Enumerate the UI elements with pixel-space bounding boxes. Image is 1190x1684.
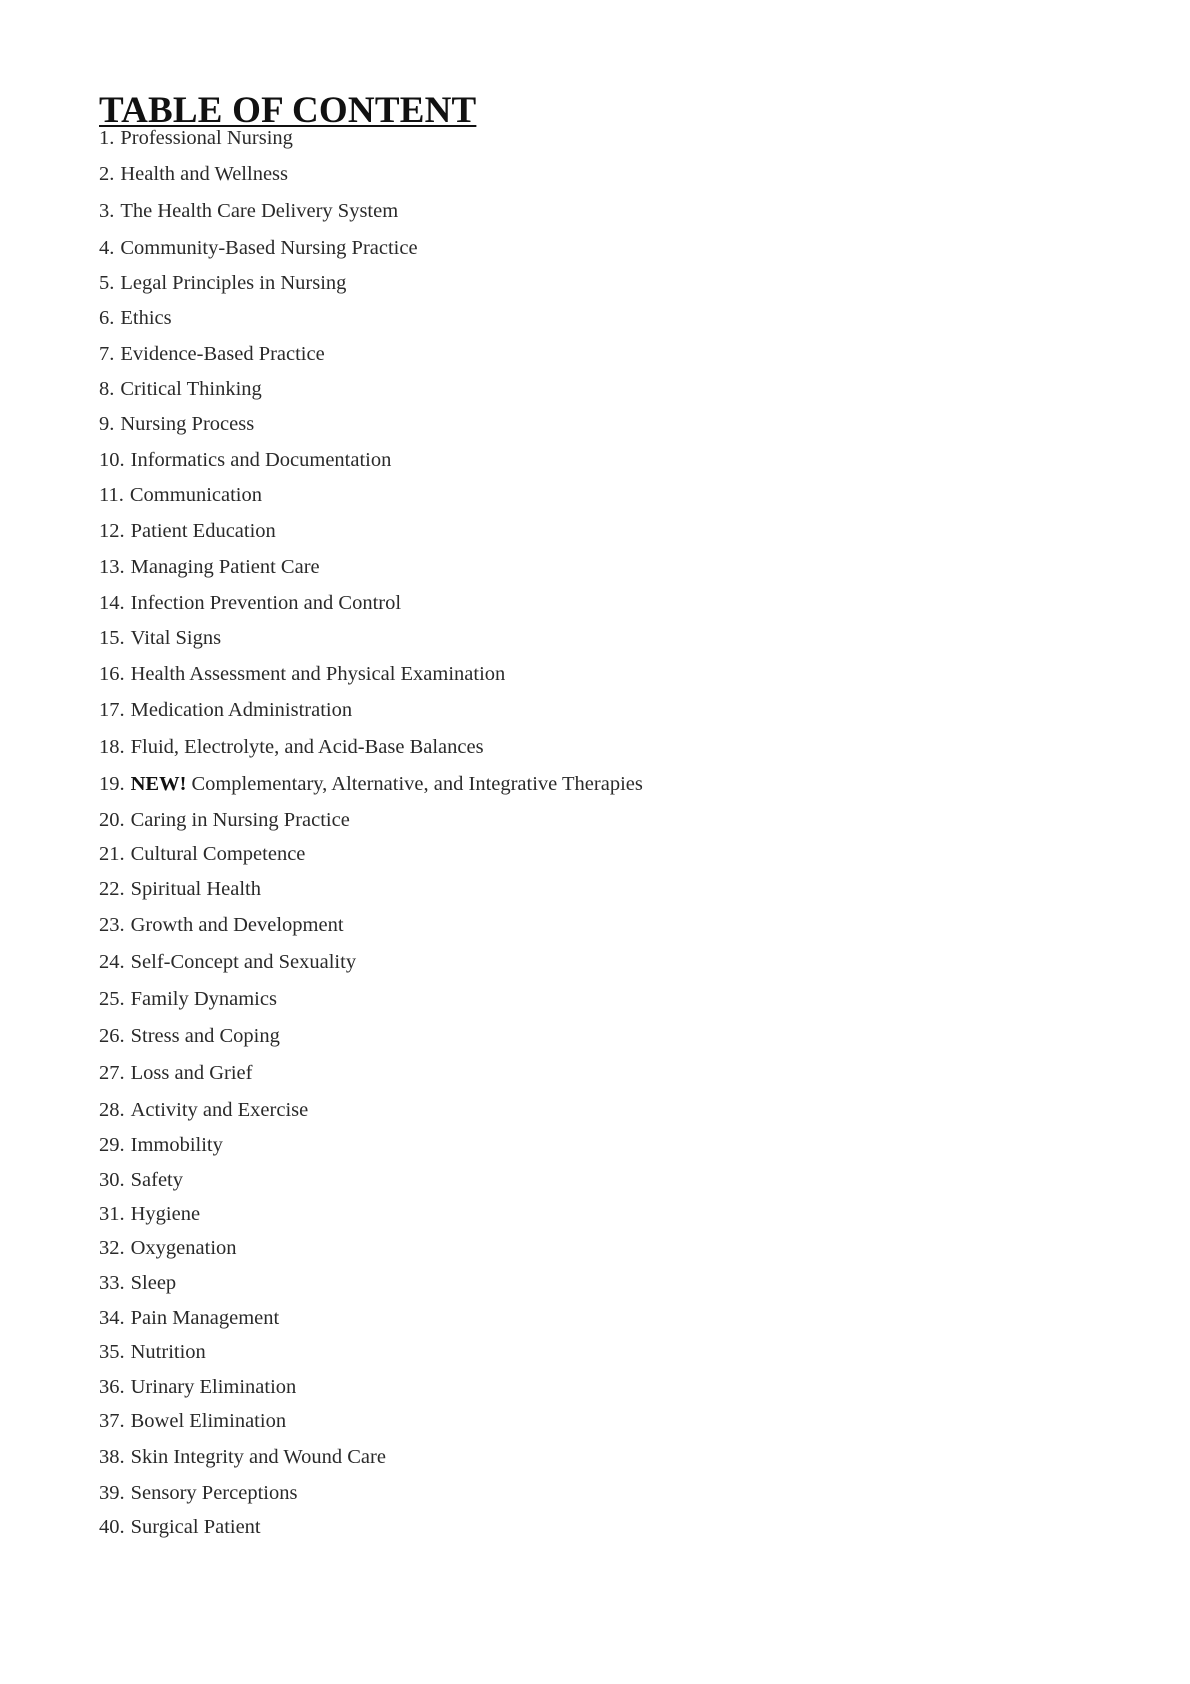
toc-entry-number: 21. bbox=[99, 843, 125, 865]
toc-entry bbox=[99, 306, 172, 330]
toc-entry-number: 28. bbox=[99, 1099, 125, 1121]
toc-entry-title: Sleep bbox=[130, 1272, 177, 1294]
toc-entry-title: Vital Signs bbox=[130, 627, 222, 649]
toc-entry bbox=[99, 772, 643, 796]
toc-entry-title: Communication bbox=[129, 484, 262, 506]
toc-entry-number: 8. bbox=[99, 378, 115, 400]
toc-entry-number: 11. bbox=[99, 484, 124, 506]
toc-entry bbox=[99, 377, 262, 401]
toc-entry-title: Complementary, Alternative, and Integrative Therapies bbox=[191, 773, 643, 795]
page-title: TABLE OF CONTENT bbox=[99, 90, 477, 131]
toc-entry-number: 30. bbox=[99, 1169, 125, 1191]
toc-entry-number: 39. bbox=[99, 1482, 125, 1504]
toc-entry bbox=[99, 412, 254, 436]
toc-entry-number: 10. bbox=[99, 449, 125, 471]
toc-entry bbox=[99, 1515, 261, 1539]
toc-entry-title: The Health Care Delivery System bbox=[120, 200, 399, 222]
toc-entry-number: 18. bbox=[99, 736, 125, 758]
toc-entry-title: Activity and Exercise bbox=[130, 1099, 309, 1121]
toc-entry-number: 12. bbox=[99, 520, 125, 542]
toc-entry-title: Critical Thinking bbox=[120, 378, 262, 400]
toc-entry-title: Community-Based Nursing Practice bbox=[120, 237, 418, 259]
toc-entry-number: 7. bbox=[99, 343, 115, 365]
toc-entry-number: 27. bbox=[99, 1062, 125, 1084]
toc-entry-number: 6. bbox=[99, 307, 115, 329]
toc-entry-title: Ethics bbox=[120, 307, 172, 329]
toc-entry-title: Fluid, Electrolyte, and Acid-Base Balances bbox=[130, 736, 484, 758]
toc-entry-title: Legal Principles in Nursing bbox=[120, 272, 347, 294]
toc-entry-title: Health and Wellness bbox=[120, 163, 288, 185]
toc-entry bbox=[99, 199, 398, 223]
toc-entry-number: 32. bbox=[99, 1237, 125, 1259]
toc-entry bbox=[99, 519, 276, 543]
toc-entry bbox=[99, 1133, 223, 1157]
toc-entry bbox=[99, 842, 305, 866]
toc-entry-title: Professional Nursing bbox=[120, 127, 293, 149]
toc-entry bbox=[99, 1271, 176, 1295]
toc-entry-title: Cultural Competence bbox=[130, 843, 306, 865]
toc-entry bbox=[99, 342, 325, 366]
toc-entry bbox=[99, 1340, 206, 1364]
toc-entry-title: Nursing Process bbox=[120, 413, 255, 435]
toc-entry-number: 5. bbox=[99, 272, 115, 294]
toc-entry bbox=[99, 448, 391, 472]
toc-entry bbox=[99, 913, 344, 937]
toc-entry-title: Hygiene bbox=[130, 1203, 201, 1225]
toc-entry-title: Medication Administration bbox=[130, 699, 353, 721]
toc-entry bbox=[99, 950, 356, 974]
toc-entry bbox=[99, 877, 261, 901]
toc-entry-number: 40. bbox=[99, 1516, 125, 1538]
toc-entry bbox=[99, 236, 418, 260]
toc-entry-title: Infection Prevention and Control bbox=[130, 592, 402, 614]
toc-entry bbox=[99, 162, 288, 186]
toc-entry-title: Managing Patient Care bbox=[130, 556, 320, 578]
toc-entry-number: 29. bbox=[99, 1134, 125, 1156]
toc-entry-number: 1. bbox=[99, 127, 115, 149]
toc-entry-number: 24. bbox=[99, 951, 125, 973]
toc-entry-title: Bowel Elimination bbox=[130, 1410, 287, 1432]
toc-entry-number: 31. bbox=[99, 1203, 125, 1225]
toc-entry-number: 22. bbox=[99, 878, 125, 900]
toc-entry bbox=[99, 735, 484, 759]
toc-entry-title: Immobility bbox=[130, 1134, 223, 1156]
toc-entry-title: Self-Concept and Sexuality bbox=[130, 951, 357, 973]
toc-entry-title: Stress and Coping bbox=[130, 1025, 280, 1047]
toc-entry-number: 4. bbox=[99, 237, 115, 259]
toc-entry-number: 13. bbox=[99, 556, 125, 578]
toc-entry-number: 16. bbox=[99, 663, 125, 685]
toc-entry bbox=[99, 591, 401, 615]
toc-entry-title: Health Assessment and Physical Examination bbox=[130, 663, 506, 685]
toc-entry bbox=[99, 662, 505, 686]
toc-entry-number: 15. bbox=[99, 627, 125, 649]
toc-entry-number: 19. bbox=[99, 773, 125, 795]
toc-entry-number: 37. bbox=[99, 1410, 125, 1432]
toc-entry-number: 23. bbox=[99, 914, 125, 936]
toc-entry-number: 9. bbox=[99, 413, 115, 435]
toc-entry-title: Evidence-Based Practice bbox=[120, 343, 325, 365]
toc-entry bbox=[99, 1168, 183, 1192]
toc-entry bbox=[99, 1024, 280, 1048]
toc-entry bbox=[99, 1409, 286, 1433]
toc-entry bbox=[99, 1236, 237, 1260]
toc-entry-number: 17. bbox=[99, 699, 125, 721]
toc-entry bbox=[99, 271, 346, 295]
toc-entry-number: 14. bbox=[99, 592, 125, 614]
toc-entry bbox=[99, 555, 320, 579]
toc-entry bbox=[99, 626, 221, 650]
new-badge: NEW! bbox=[130, 773, 187, 795]
toc-entry-title: Sensory Perceptions bbox=[130, 1482, 298, 1504]
toc-entry-title: Informatics and Documentation bbox=[130, 449, 392, 471]
toc-entry-title: Skin Integrity and Wound Care bbox=[130, 1446, 386, 1468]
toc-entry bbox=[99, 126, 293, 150]
toc-entry bbox=[99, 1202, 200, 1226]
toc-entry bbox=[99, 1306, 279, 1330]
toc-entry-title: Spiritual Health bbox=[130, 878, 262, 900]
toc-entry-title: Patient Education bbox=[130, 520, 276, 542]
toc-entry-number: 2. bbox=[99, 163, 115, 185]
toc-entry-title: Loss and Grief bbox=[130, 1062, 253, 1084]
toc-entry-title: Nutrition bbox=[130, 1341, 206, 1363]
toc-entry-title: Surgical Patient bbox=[130, 1516, 261, 1538]
toc-entry-number: 20. bbox=[99, 809, 125, 831]
toc-entry-title: Family Dynamics bbox=[130, 988, 277, 1010]
toc-entry-number: 3. bbox=[99, 200, 115, 222]
toc-entry bbox=[99, 1098, 308, 1122]
toc-entry-title: Oxygenation bbox=[130, 1237, 237, 1259]
toc-entry-number: 33. bbox=[99, 1272, 125, 1294]
toc-entry-title: Caring in Nursing Practice bbox=[130, 809, 350, 831]
toc-entry-number: 25. bbox=[99, 988, 125, 1010]
toc-entry bbox=[99, 1061, 252, 1085]
toc-entry-number: 36. bbox=[99, 1376, 125, 1398]
toc-entry-number: 26. bbox=[99, 1025, 125, 1047]
toc-entry-number: 38. bbox=[99, 1446, 125, 1468]
toc-entry bbox=[99, 1445, 386, 1469]
toc-entry-title: Urinary Elimination bbox=[130, 1376, 297, 1398]
toc-entry-title: Pain Management bbox=[130, 1307, 280, 1329]
toc-entry-title: Safety bbox=[130, 1169, 183, 1191]
toc-entry bbox=[99, 698, 352, 722]
toc-entry bbox=[99, 1481, 297, 1505]
toc-entry bbox=[99, 808, 350, 832]
toc-entry bbox=[99, 1375, 296, 1399]
toc-entry-number: 35. bbox=[99, 1341, 125, 1363]
toc-entry-number: 34. bbox=[99, 1307, 125, 1329]
toc-entry bbox=[99, 987, 277, 1011]
toc-entry bbox=[99, 483, 262, 507]
toc-entry-title: Growth and Development bbox=[130, 914, 344, 936]
